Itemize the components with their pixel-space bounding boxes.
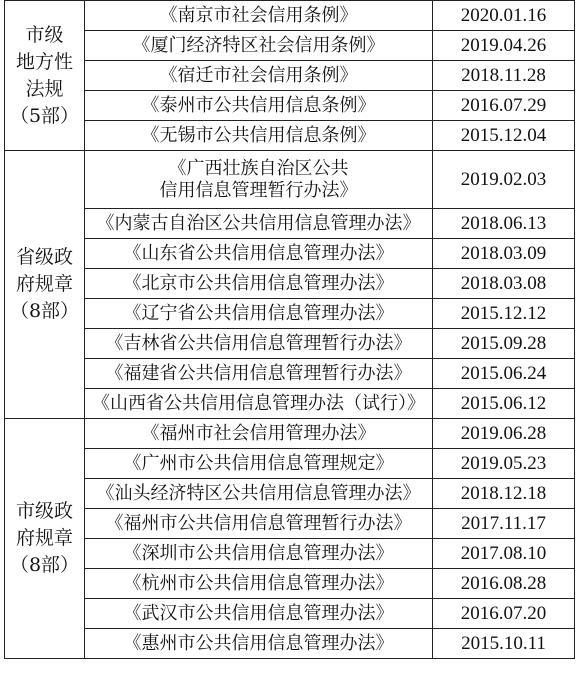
table-row bbox=[5, 121, 575, 151]
category-line: 法规 bbox=[25, 77, 64, 100]
category-line: （8部） bbox=[9, 554, 80, 576]
table-row bbox=[5, 359, 575, 389]
enactment-date: 2015.12.12 bbox=[433, 299, 575, 329]
regulation-title: 《广州市公共信用信息管理规定》 bbox=[85, 449, 433, 479]
enactment-date: 2019.02.03 bbox=[433, 151, 575, 209]
enactment-date: 2018.03.08 bbox=[433, 269, 575, 299]
regulation-title: 《内蒙古自治区公共信用信息管理办法》 bbox=[85, 209, 433, 239]
regulation-title: 《山西省公共信用信息管理办法（试行）》 bbox=[85, 389, 433, 419]
enactment-date: 2018.06.13 bbox=[433, 209, 575, 239]
regulation-title: 《汕头经济特区公共信用信息管理办法》 bbox=[85, 479, 433, 509]
table-row bbox=[5, 509, 575, 539]
category-cell bbox=[5, 151, 85, 419]
regulation-title: 《深圳市公共信用信息管理办法》 bbox=[85, 539, 433, 569]
table-row bbox=[5, 449, 575, 479]
regulation-title: 《北京市公共信用信息管理办法》 bbox=[85, 269, 433, 299]
enactment-date: 2016.08.28 bbox=[433, 569, 575, 599]
table-row bbox=[5, 61, 575, 91]
category-line: 市级 bbox=[25, 23, 64, 46]
category-line: 府规章 bbox=[15, 273, 73, 295]
table-row bbox=[5, 479, 575, 509]
table-row bbox=[5, 629, 575, 659]
category-line: 省级政 bbox=[15, 246, 73, 268]
table-row bbox=[5, 31, 575, 61]
regulation-title: 《厦门经济特区社会信用条例》 bbox=[85, 31, 433, 61]
regulations-table bbox=[4, 0, 575, 659]
category-cell bbox=[5, 1, 85, 151]
table-row bbox=[5, 209, 575, 239]
table-row bbox=[5, 91, 575, 121]
regulation-title: 《福州市社会信用管理办法》 bbox=[85, 419, 433, 449]
regulations-table-container bbox=[4, 0, 574, 659]
category-cell bbox=[5, 419, 85, 659]
table-row bbox=[5, 239, 575, 269]
category-line: （8部） bbox=[9, 300, 80, 322]
regulation-title bbox=[85, 151, 433, 209]
category-line: （5部） bbox=[9, 104, 80, 127]
regulation-title: 《福州市公共信用信息管理暂行办法》 bbox=[85, 509, 433, 539]
enactment-date: 2019.04.26 bbox=[433, 31, 575, 61]
category-line: 地方性 bbox=[15, 50, 73, 73]
regulation-title: 《山东省公共信用信息管理办法》 bbox=[85, 239, 433, 269]
table-row bbox=[5, 539, 575, 569]
enactment-date: 2020.01.16 bbox=[433, 1, 575, 31]
regulation-title: 《杭州市公共信用信息管理办法》 bbox=[85, 569, 433, 599]
regulation-title-line: 信用信息管理暂行办法》 bbox=[159, 179, 358, 201]
regulation-title: 《武汉市公共信用信息管理办法》 bbox=[85, 599, 433, 629]
enactment-date: 2015.10.11 bbox=[433, 629, 575, 659]
enactment-date: 2015.09.28 bbox=[433, 329, 575, 359]
enactment-date: 2017.08.10 bbox=[433, 539, 575, 569]
enactment-date: 2018.03.09 bbox=[433, 239, 575, 269]
table-row bbox=[5, 419, 575, 449]
enactment-date: 2015.12.04 bbox=[433, 121, 575, 151]
regulation-title: 《宿迁市社会信用条例》 bbox=[85, 61, 433, 91]
regulation-title: 《无锡市公共信用信息条例》 bbox=[85, 121, 433, 151]
category-line: 市级政 bbox=[15, 500, 73, 522]
table-row bbox=[5, 151, 575, 209]
enactment-date: 2017.11.17 bbox=[433, 509, 575, 539]
enactment-date: 2018.11.28 bbox=[433, 61, 575, 91]
regulation-title: 《福建省公共信用信息管理暂行办法》 bbox=[85, 359, 433, 389]
enactment-date: 2018.12.18 bbox=[433, 479, 575, 509]
table-row bbox=[5, 269, 575, 299]
table-row bbox=[5, 569, 575, 599]
enactment-date: 2016.07.20 bbox=[433, 599, 575, 629]
category-line: 府规章 bbox=[15, 527, 73, 549]
enactment-date: 2016.07.29 bbox=[433, 91, 575, 121]
regulation-title: 《南京市社会信用条例》 bbox=[85, 1, 433, 31]
table-row bbox=[5, 329, 575, 359]
table-row bbox=[5, 299, 575, 329]
enactment-date: 2015.06.24 bbox=[433, 359, 575, 389]
enactment-date: 2019.06.28 bbox=[433, 419, 575, 449]
regulation-title: 《惠州市公共信用信息管理办法》 bbox=[85, 629, 433, 659]
table-row bbox=[5, 389, 575, 419]
regulation-title: 《吉林省公共信用信息管理暂行办法》 bbox=[85, 329, 433, 359]
table-row bbox=[5, 1, 575, 31]
enactment-date: 2019.05.23 bbox=[433, 449, 575, 479]
regulation-title-line: 《广西壮族自治区公共 bbox=[168, 157, 349, 179]
enactment-date: 2015.06.12 bbox=[433, 389, 575, 419]
regulation-title: 《泰州市公共信用信息条例》 bbox=[85, 91, 433, 121]
table-row bbox=[5, 599, 575, 629]
regulation-title: 《辽宁省公共信用信息管理办法》 bbox=[85, 299, 433, 329]
